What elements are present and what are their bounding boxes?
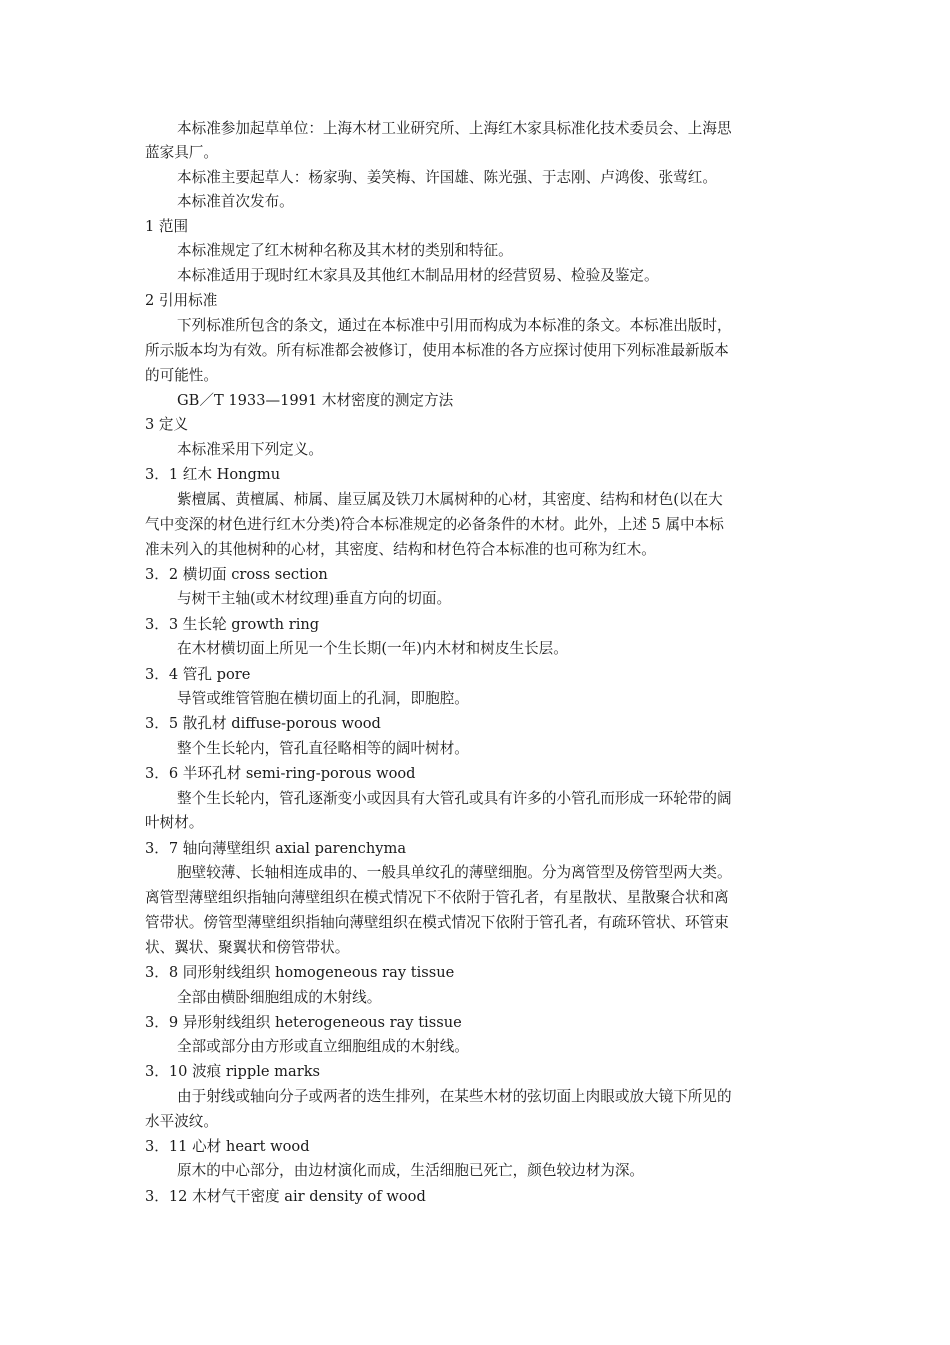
term-heading: 3．12 木材气干密度 air density of wood	[145, 1188, 426, 1205]
term-heading: 3．7 轴向薄壁组织 axial parenchyma	[145, 840, 407, 857]
paragraph-line: 由于射线或轴向分子或两者的迭生排列，在某些木材的弦切面上肉眼或放大镜下所见的	[177, 1088, 732, 1105]
paragraph-line: 本标准参加起草单位：上海木材工业研究所、上海红木家具标准化技术委员会、上海思	[177, 120, 732, 137]
paragraph-line: 本标准规定了红木树种名称及其木材的类别和特征。	[177, 242, 513, 259]
paragraph-line: 原木的中心部分，由边材演化而成，生活细胞已死亡，颜色较边材为深。	[177, 1162, 645, 1179]
paragraph-line: 整个生长轮内，管孔逐渐变小或因具有大管孔或具有许多的小管孔而形成一环轮带的阔	[177, 790, 732, 807]
section-heading: 3 定义	[145, 416, 189, 433]
paragraph-line: 离管型薄壁组织指轴向薄壁组织在模式情况下不依附于管孔者，有星散状、星散聚合状和离	[145, 889, 729, 906]
paragraph-line: 准未列入的其他树种的心材，其密度、结构和材色符合本标准的也可称为红木。	[145, 541, 656, 558]
paragraph-line: 叶树材。	[145, 814, 204, 831]
section-heading: 1 范围	[145, 218, 189, 235]
term-heading: 3．10 波痕 ripple marks	[145, 1063, 321, 1080]
paragraph-line: 导管或维管管胞在横切面上的孔洞，即胞腔。	[177, 690, 469, 707]
reference-line: GB／T 1933—1991 木材密度的测定方法	[177, 392, 454, 409]
paragraph-line: 整个生长轮内，管孔直径略相等的阔叶树材。	[177, 740, 469, 757]
term-heading: 3．6 半环孔材 semi-ring-porous wood	[145, 765, 416, 782]
term-heading: 3．1 红木 Hongmu	[145, 466, 281, 483]
paragraph-line: 本标准首次发布。	[177, 193, 294, 210]
term-heading: 3．9 异形射线组织 heterogeneous ray tissue	[145, 1014, 462, 1031]
paragraph-line: 胞壁较薄、长轴相连成串的、一般具单纹孔的薄壁细胞。分为离管型及傍管型两大类。	[177, 864, 732, 881]
term-heading: 3．2 横切面 cross section	[145, 566, 328, 583]
term-heading: 3．5 散孔材 diffuse-porous wood	[145, 715, 381, 732]
paragraph-line: 气中变深的材色进行红木分类)符合本标准规定的必备条件的木材。此外，上述 5 属中本标	[145, 516, 724, 533]
term-heading: 3．8 同形射线组织 homogeneous ray tissue	[145, 964, 455, 981]
paragraph-line: 下列标准所包含的条文，通过在本标准中引用而构成为本标准的条文。本标准出版时，	[177, 317, 732, 334]
paragraph-line: 全部或部分由方形或直立细胞组成的木射线。	[177, 1038, 469, 1055]
paragraph-line: 本标准采用下列定义。	[177, 441, 323, 458]
term-heading: 3．3 生长轮 growth ring	[145, 616, 320, 633]
paragraph-line: 与树干主轴(或木材纹理)垂直方向的切面。	[177, 590, 452, 607]
paragraph-line: 在木材横切面上所见一个生长期(一年)内木材和树皮生长层。	[177, 640, 568, 657]
paragraph-line: 紫檀属、黄檀属、柿属、崖豆属及铁刀木属树种的心材，其密度、结构和材色(以在大	[177, 491, 723, 508]
paragraph-line: 蓝家具厂。	[145, 144, 218, 161]
section-heading: 2 引用标准	[145, 292, 218, 309]
paragraph-line: 状、翼状、聚翼状和傍管带状。	[145, 939, 350, 956]
paragraph-line: 全部由横卧细胞组成的木射线。	[177, 989, 382, 1006]
paragraph-line: 的可能性。	[145, 367, 218, 384]
term-heading: 3．4 管孔 pore	[145, 666, 251, 683]
paragraph-line: 本标准主要起草人：杨家驹、姜笑梅、许国雄、陈光强、于志刚、卢鸿俊、张莺红。	[177, 169, 717, 186]
term-heading: 3．11 心材 heart wood	[145, 1138, 310, 1155]
paragraph-line: 所示版本均为有效。所有标准都会被修订，使用本标准的各方应探讨使用下列标准最新版本	[145, 342, 729, 359]
paragraph-line: 本标准适用于现时红木家具及其他红木制品用材的经营贸易、检验及鉴定。	[177, 267, 659, 284]
paragraph-line: 水平波纹。	[145, 1113, 218, 1130]
paragraph-line: 管带状。傍管型薄壁组织指轴向薄壁组织在模式情况下依附于管孔者，有疏环管状、环管束	[145, 914, 729, 931]
